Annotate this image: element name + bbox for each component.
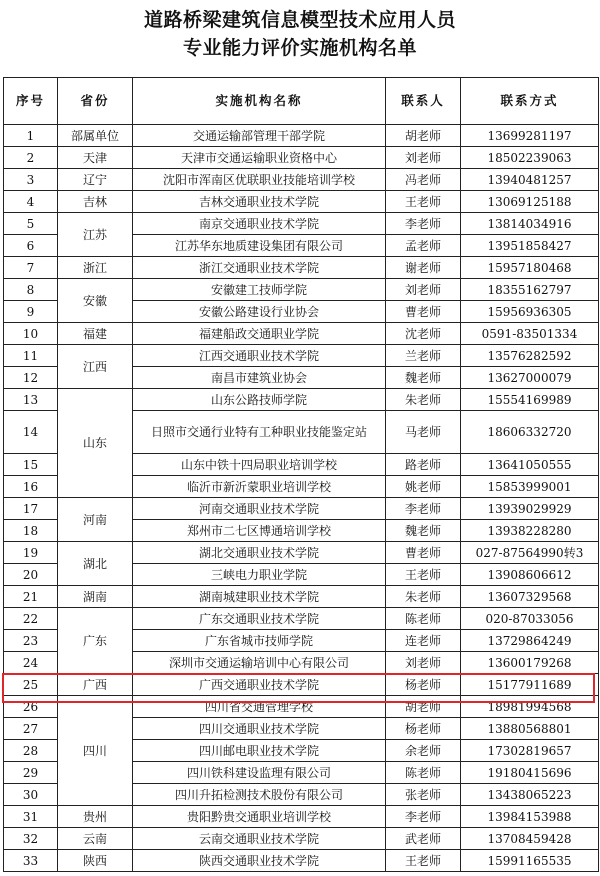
- row-institution: 浙江交通职业技术学院: [133, 257, 386, 279]
- row-phone: 13939029929: [461, 498, 599, 520]
- row-phone: 13641050555: [461, 454, 599, 476]
- row-institution: 陕西交通职业技术学院: [133, 850, 386, 872]
- row-institution: 日照市交通行业特有工种职业技能鉴定站: [133, 411, 386, 454]
- row-institution: 贵阳黔贵交通职业培训学校: [133, 806, 386, 828]
- row-province: 贵州: [58, 806, 133, 828]
- row-institution: 福建船政交通职业学院: [133, 323, 386, 345]
- row-institution: 天津市交通运输职业资格中心: [133, 147, 386, 169]
- row-number: 23: [4, 630, 58, 652]
- row-number: 28: [4, 740, 58, 762]
- row-number: 26: [4, 696, 58, 718]
- row-province: 陕西: [58, 850, 133, 872]
- row-number: 33: [4, 850, 58, 872]
- row-province: 云南: [58, 828, 133, 850]
- header-number: 序号: [4, 78, 58, 125]
- row-contact: 余老师: [386, 740, 461, 762]
- row-institution: 深圳市交通运输培训中心有限公司: [133, 652, 386, 674]
- row-contact: 曹老师: [386, 301, 461, 323]
- row-institution: 四川邮电职业技术学院: [133, 740, 386, 762]
- row-province: 湖北: [58, 542, 133, 586]
- row-phone: 15956936305: [461, 301, 599, 323]
- row-province: 辽宁: [58, 169, 133, 191]
- row-number: 25: [4, 674, 58, 696]
- table-row: [4, 498, 599, 520]
- row-phone: 15957180468: [461, 257, 599, 279]
- row-contact: 魏老师: [386, 520, 461, 542]
- header-contact: 联系人: [386, 78, 461, 125]
- row-contact: 李老师: [386, 213, 461, 235]
- row-institution: 广东省城市技师学院: [133, 630, 386, 652]
- row-contact: 刘老师: [386, 147, 461, 169]
- row-institution: 安徽建工技师学院: [133, 279, 386, 301]
- row-province: 河南: [58, 498, 133, 542]
- row-number: 2: [4, 147, 58, 169]
- row-province: 浙江: [58, 257, 133, 279]
- row-contact: 杨老师: [386, 674, 461, 696]
- row-contact: 朱老师: [386, 586, 461, 608]
- row-contact: 孟老师: [386, 235, 461, 257]
- row-institution: 四川交通职业技术学院: [133, 718, 386, 740]
- row-number: 8: [4, 279, 58, 301]
- row-contact: 朱老师: [386, 389, 461, 411]
- row-contact: 谢老师: [386, 257, 461, 279]
- row-phone: 15853999001: [461, 476, 599, 498]
- row-phone: 13576282592: [461, 345, 599, 367]
- document-title-line2: 专业能力评价实施机构名单: [182, 37, 417, 59]
- row-number: 32: [4, 828, 58, 850]
- header-province: 省份: [58, 78, 133, 125]
- row-phone: 18606332720: [461, 411, 599, 454]
- document-title-line1: 道路桥梁建筑信息模型技术应用人员: [143, 9, 456, 31]
- table-row: [4, 542, 599, 564]
- header-phone: 联系方式: [461, 78, 599, 125]
- row-phone: 15554169989: [461, 389, 599, 411]
- row-contact: 沈老师: [386, 323, 461, 345]
- row-number: 15: [4, 454, 58, 476]
- row-institution: 吉林交通职业技术学院: [133, 191, 386, 213]
- table-row: [4, 191, 599, 213]
- row-contact: 杨老师: [386, 718, 461, 740]
- row-number: 5: [4, 213, 58, 235]
- row-institution: 云南交通职业技术学院: [133, 828, 386, 850]
- row-institution: 沈阳市浑南区优联职业技能培训学校: [133, 169, 386, 191]
- row-contact: 兰老师: [386, 345, 461, 367]
- row-phone: 18981994568: [461, 696, 599, 718]
- table-header-row: [4, 78, 599, 125]
- table-row: [4, 279, 599, 301]
- header-institution: 实施机构名称: [133, 78, 386, 125]
- row-contact: 李老师: [386, 498, 461, 520]
- row-phone: 13069125188: [461, 191, 599, 213]
- row-contact: 路老师: [386, 454, 461, 476]
- row-institution: 临沂市新沂蒙职业培训学校: [133, 476, 386, 498]
- row-phone: 027-87564990转3: [461, 542, 599, 564]
- row-institution: 交通运输部管理干部学院: [133, 125, 386, 147]
- row-number: 27: [4, 718, 58, 740]
- row-phone: 15177911689: [461, 674, 599, 696]
- row-number: 17: [4, 498, 58, 520]
- row-institution: 河南交通职业技术学院: [133, 498, 386, 520]
- row-province: 天津: [58, 147, 133, 169]
- row-number: 16: [4, 476, 58, 498]
- row-province: 四川: [58, 696, 133, 806]
- row-phone: 0591-83501334: [461, 323, 599, 345]
- row-number: 29: [4, 762, 58, 784]
- table-row: [4, 806, 599, 828]
- row-number: 24: [4, 652, 58, 674]
- row-contact: 曹老师: [386, 542, 461, 564]
- row-contact: 姚老师: [386, 476, 461, 498]
- row-phone: 020-87033056: [461, 608, 599, 630]
- row-number: 12: [4, 367, 58, 389]
- row-institution: 安徽公路建设行业协会: [133, 301, 386, 323]
- table-row: [4, 345, 599, 367]
- row-institution: 三峡电力职业学院: [133, 564, 386, 586]
- row-institution: 郑州市二七区博通培训学校: [133, 520, 386, 542]
- row-institution: 四川铁科建设监理有限公司: [133, 762, 386, 784]
- row-number: 10: [4, 323, 58, 345]
- table-body: [4, 125, 599, 872]
- row-phone: 17302819657: [461, 740, 599, 762]
- row-phone: 13940481257: [461, 169, 599, 191]
- row-province: 吉林: [58, 191, 133, 213]
- row-contact: 陈老师: [386, 608, 461, 630]
- row-contact: 马老师: [386, 411, 461, 454]
- row-contact: 连老师: [386, 630, 461, 652]
- row-institution: 山东中铁十四局职业培训学校: [133, 454, 386, 476]
- row-institution: 广西交通职业技术学院: [133, 674, 386, 696]
- row-number: 9: [4, 301, 58, 323]
- row-phone: 13814034916: [461, 213, 599, 235]
- row-contact: 王老师: [386, 564, 461, 586]
- row-number: 18: [4, 520, 58, 542]
- row-number: 22: [4, 608, 58, 630]
- row-contact: 王老师: [386, 191, 461, 213]
- row-province: 广东: [58, 608, 133, 674]
- row-institution: 山东公路技师学院: [133, 389, 386, 411]
- row-number: 31: [4, 806, 58, 828]
- row-province: 广西: [58, 674, 133, 696]
- row-institution: 江苏华东地质建设集团有限公司: [133, 235, 386, 257]
- row-phone: 13699281197: [461, 125, 599, 147]
- row-phone: 13908606612: [461, 564, 599, 586]
- row-contact: 陈老师: [386, 762, 461, 784]
- row-phone: 13951858427: [461, 235, 599, 257]
- row-number: 11: [4, 345, 58, 367]
- row-phone: 13607329568: [461, 586, 599, 608]
- table-row: [4, 213, 599, 235]
- row-province: 安徽: [58, 279, 133, 323]
- row-province: 湖南: [58, 586, 133, 608]
- row-phone: 19180415696: [461, 762, 599, 784]
- row-contact: 魏老师: [386, 367, 461, 389]
- row-province: 部属单位: [58, 125, 133, 147]
- row-province: 江西: [58, 345, 133, 389]
- row-contact: 冯老师: [386, 169, 461, 191]
- table-row: [4, 257, 599, 279]
- table-row: [4, 828, 599, 850]
- row-phone: 13627000079: [461, 367, 599, 389]
- table-row: [4, 125, 599, 147]
- row-number: 6: [4, 235, 58, 257]
- row-phone: 13438065223: [461, 784, 599, 806]
- row-phone: 15991165535: [461, 850, 599, 872]
- row-institution: 湖南城建职业技术学院: [133, 586, 386, 608]
- row-number: 3: [4, 169, 58, 191]
- institution-table: [3, 77, 599, 872]
- row-contact: 胡老师: [386, 125, 461, 147]
- table-row: [4, 147, 599, 169]
- row-contact: 王老师: [386, 850, 461, 872]
- table-row: [4, 323, 599, 345]
- table-row: [4, 586, 599, 608]
- table-row: [4, 674, 599, 696]
- row-contact: 刘老师: [386, 652, 461, 674]
- row-institution: 湖北交通职业技术学院: [133, 542, 386, 564]
- row-number: 7: [4, 257, 58, 279]
- row-number: 20: [4, 564, 58, 586]
- table-row: [4, 169, 599, 191]
- row-institution: 南京交通职业技术学院: [133, 213, 386, 235]
- row-phone: 13729864249: [461, 630, 599, 652]
- row-contact: 张老师: [386, 784, 461, 806]
- row-institution: 江西交通职业技术学院: [133, 345, 386, 367]
- row-number: 14: [4, 411, 58, 454]
- row-province: 江苏: [58, 213, 133, 257]
- table-row: [4, 850, 599, 872]
- row-institution: 四川升拓检测技术股份有限公司: [133, 784, 386, 806]
- row-phone: 13600179268: [461, 652, 599, 674]
- row-institution: 广东交通职业技术学院: [133, 608, 386, 630]
- row-institution: 南昌市建筑业协会: [133, 367, 386, 389]
- table-row: [4, 608, 599, 630]
- row-phone: 18355162797: [461, 279, 599, 301]
- row-contact: 胡老师: [386, 696, 461, 718]
- row-phone: 18502239063: [461, 147, 599, 169]
- row-number: 1: [4, 125, 58, 147]
- row-phone: 13880568801: [461, 718, 599, 740]
- row-province: 福建: [58, 323, 133, 345]
- row-number: 4: [4, 191, 58, 213]
- row-number: 21: [4, 586, 58, 608]
- row-phone: 13938228280: [461, 520, 599, 542]
- table-row: [4, 696, 599, 718]
- row-number: 13: [4, 389, 58, 411]
- row-province: 山东: [58, 389, 133, 498]
- row-phone: 13984153988: [461, 806, 599, 828]
- row-phone: 13708459428: [461, 828, 599, 850]
- row-institution: 四川省交通管理学校: [133, 696, 386, 718]
- table-row: [4, 389, 599, 411]
- row-contact: 刘老师: [386, 279, 461, 301]
- row-number: 30: [4, 784, 58, 806]
- row-number: 19: [4, 542, 58, 564]
- row-contact: 李老师: [386, 806, 461, 828]
- row-contact: 武老师: [386, 828, 461, 850]
